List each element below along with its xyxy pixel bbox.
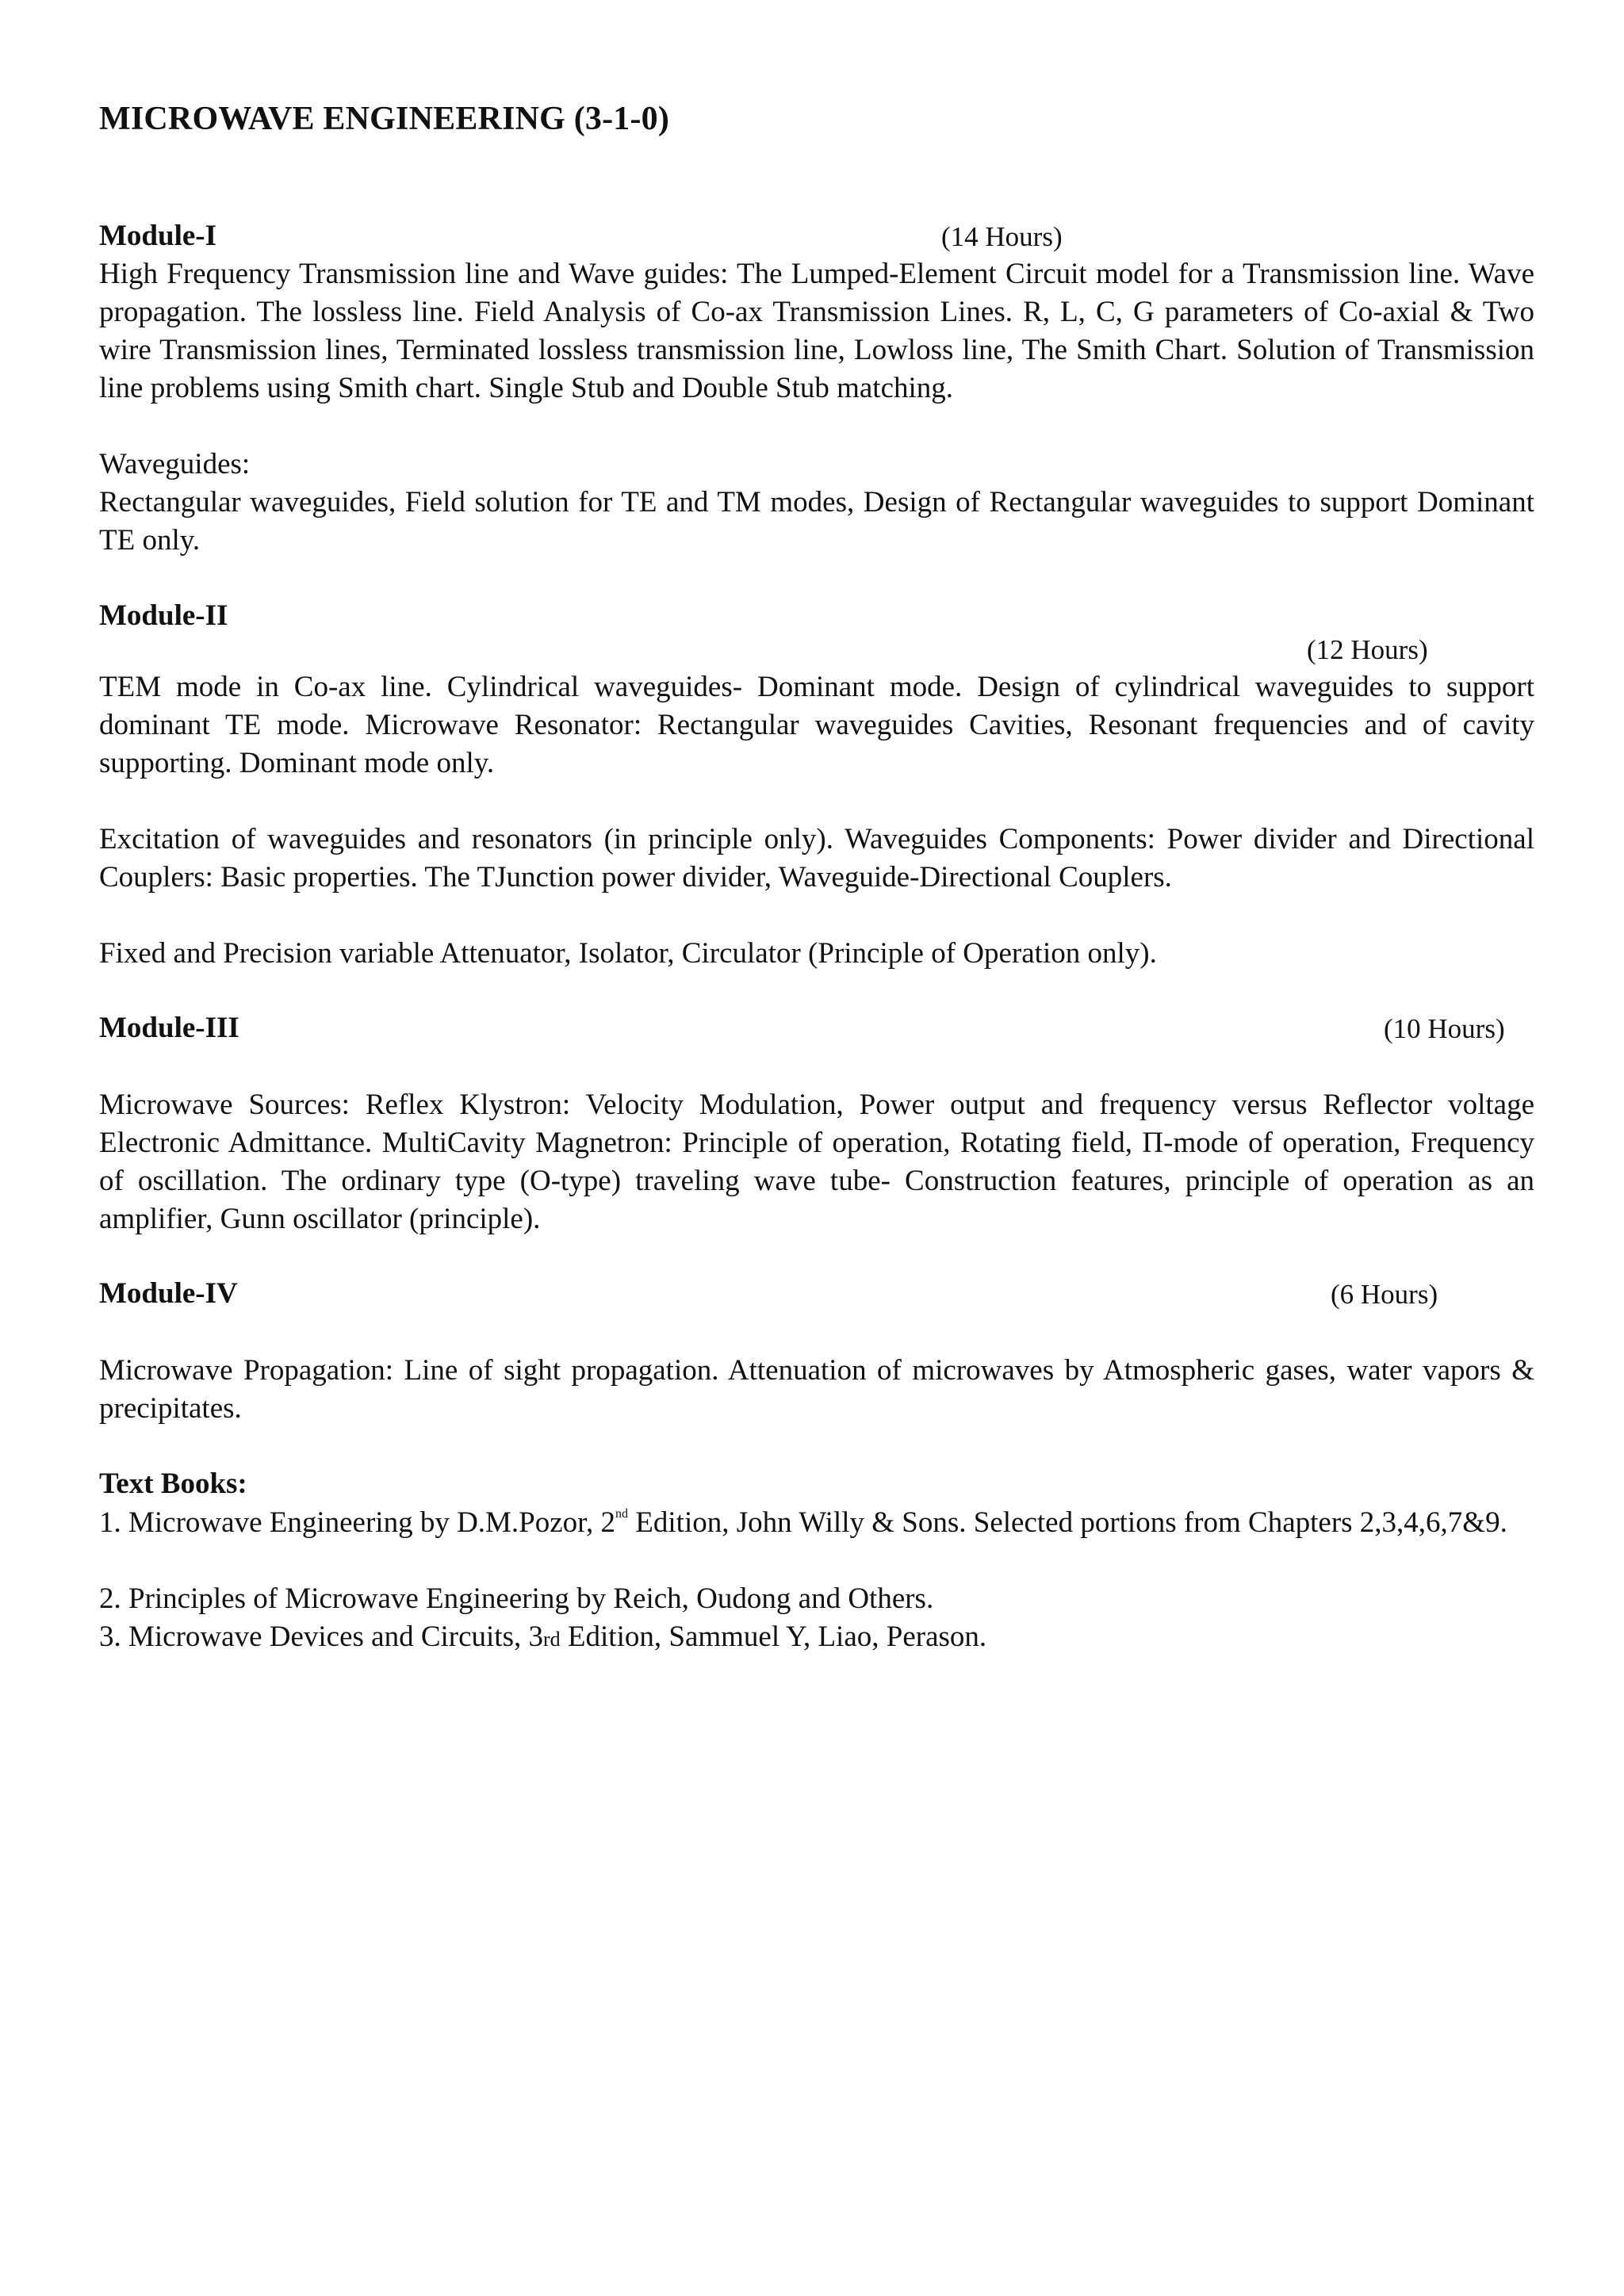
module-3-hours: (10 Hours) <box>1384 1013 1505 1044</box>
module-2-paragraph-1: TEM mode in Co-ax line. Cylindrical waveguides- Dominant mode. Design of cylindrical waveguides to support dominant TE mode. Microwave Resonator: Rectangular waveguides Cavities, Resonant frequencies and of cavity supporting. Dominant mode only. <box>99 671 1534 779</box>
ordinal-subscript: rd <box>543 1628 561 1651</box>
module-4-heading: Module-IV <box>99 1277 238 1310</box>
text-books-heading: Text Books: <box>99 1468 247 1500</box>
module-2-heading: Module-II <box>99 599 228 632</box>
module-4-text: Microwave Propagation: Line of sight propagation. Attenuation of microwaves by Atmospheric gases, water vapors & precipitates. <box>99 1354 1534 1425</box>
module-3-heading: Module-III <box>99 1012 239 1044</box>
module-1-hours: (14 Hours) <box>941 221 1063 252</box>
text-book-item-3: 3. Microwave Devices and Circuits, 3rd Edition, Sammuel Y, Liao, Perason. <box>99 1621 987 1653</box>
module-2-hours: (12 Hours) <box>1307 634 1428 665</box>
text-book-item-1: 1. Microwave Engineering by D.M.Pozor, 2nd Edition, John Willy & Sons. Selected portions from Chapters 2,3,4,6,7&9. <box>99 1506 1507 1539</box>
module-2-paragraph-3: Fixed and Precision variable Attenuator, Isolator, Circulator (Principle of Operation only). <box>99 937 1157 970</box>
module-4-hours: (6 Hours) <box>1331 1279 1438 1310</box>
module-2-paragraph-2: Excitation of waveguides and resonators (in principle only). Waveguides Components: Power divider and Directional Couplers: Basic properties. The TJunction power divider, Waveguide-Directional Couplers. <box>99 823 1534 894</box>
module-1-subheading: Waveguides: <box>99 448 251 480</box>
module-3-text: Microwave Sources: Reflex Klystron: Velocity Modulation, Power output and frequency versus Reflector voltage Electronic Admittance. MultiCavity Magnetron: Principle of operation, Rotating field, Π-mode of operation, Frequency of oscillation. The ordinary type (O-type) traveling wave tube- Construction features, principle of operation as an amplifier, Gunn oscillator (principle). <box>99 1089 1534 1235</box>
module-1-text: High Frequency Transmission line and Wave guides: The Lumped-Element Circuit model for a Transmission line. Wave propagation. The lossless line. Field Analysis of Co-ax Transmission Lines. R, L, C, G parameters of Co-axial & Two wire Transmission lines, Terminated lossless transmission line, Lowloss line, The Smith Chart. Solution of Transmission line problems using Smith chart. Single Stub and Double Stub matching. <box>99 258 1534 404</box>
document-title: MICROWAVE ENGINEERING (3-1-0) <box>99 101 670 137</box>
module-1-subtext: Rectangular waveguides, Field solution for TE and TM modes, Design of Rectangular waveguides to support Dominant TE only. <box>99 486 1534 557</box>
module-1-heading: Module-I <box>99 220 216 252</box>
text-book-item-2: 2. Principles of Microwave Engineering by Reich, Oudong and Others. <box>99 1582 934 1615</box>
ordinal-superscript: nd <box>615 1507 629 1521</box>
